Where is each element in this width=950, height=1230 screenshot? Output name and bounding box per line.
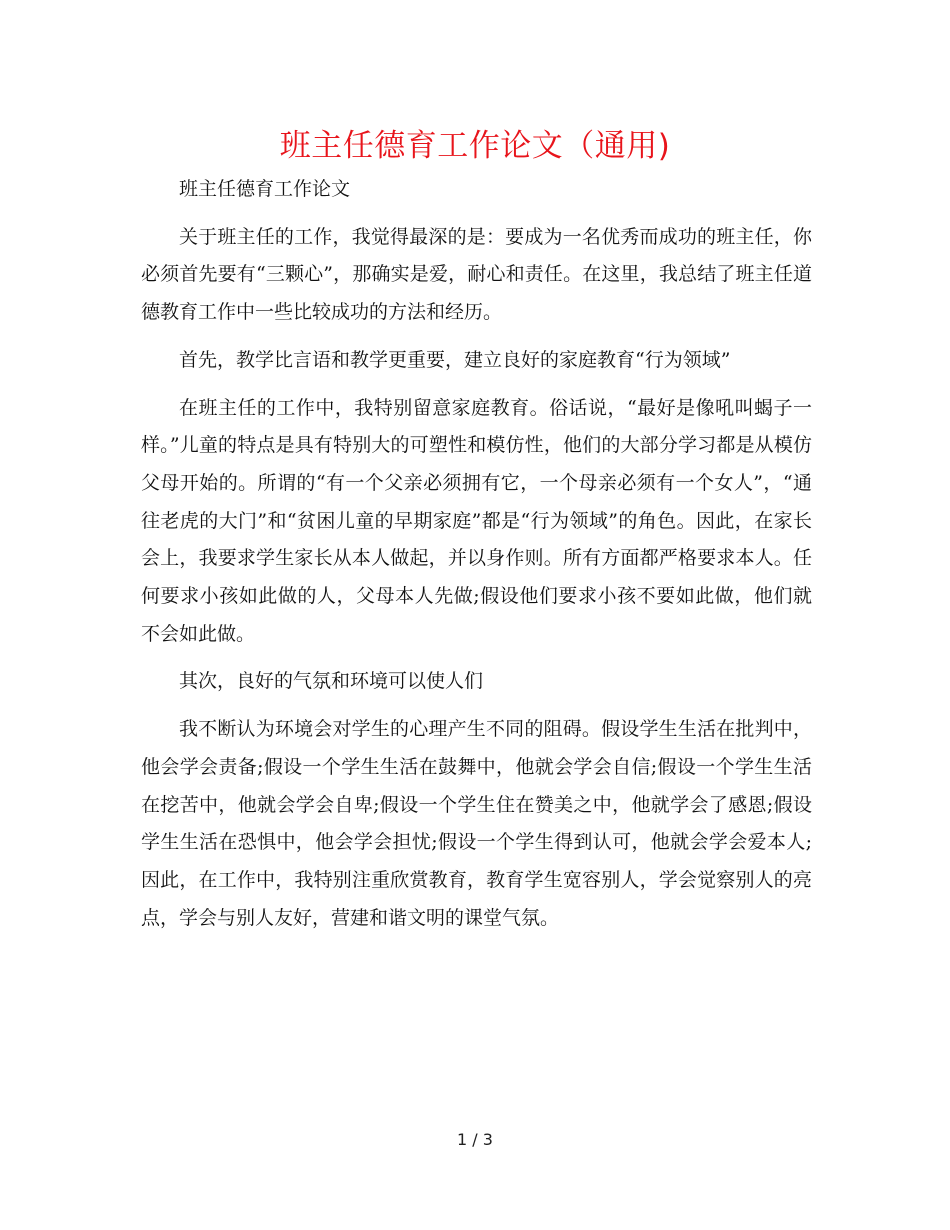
paragraph-intro: 关于班主任的工作，我觉得最深的是：要成为一名优秀而成功的班主任，你必须首先要有“三颗心”，那确实是爱，耐心和责任。在这里，我总结了班主任道德教育工作中一些比较成功的方法和经历。 <box>141 225 812 324</box>
paragraph-heading-second: 其次，良好的气氛和环境可以使人们 <box>179 670 484 693</box>
paragraph-environment: 我不断认为环境会对学生的心理产生不同的阻碍。假设学生生活在批判中，他会学会责备;假设一个学生生活在鼓舞中，他就会学会自信;假设一个学生生活在挖苦中，他就会学会自卑;假设一个学生住在赞美之中，他就学会了感恩;假设学生生活在恐惧中，他会学会担忧;假设一个学生得到认可，他就会学会爱本人;因此，在工作中，我特别注重欣赏教育，教育学生宽容别人，学会觉察别人的亮点，学会与别人友好，营建和谐文明的课堂气氛。 <box>141 718 812 929</box>
page-number: 1 / 3 <box>457 1130 493 1149</box>
paragraph-family-education: 在班主任的工作中，我特别留意家庭教育。俗话说，“最好是像吼叫蝎子一样。”儿童的特点是具有特别大的可塑性和模仿性，他们的大部分学习都是从模仿父母开始的。所谓的“有一个父亲必须拥有它，一个母亲必须有一个女人”，“通往老虎的大门”和“贫困儿童的早期家庭”都是“行为领域”的角色。因此，在家长会上，我要求学生家长从本人做起，并以身作则。所有方面都严格要求本人。任何要求小孩如此做的人，父母本人先做;假设他们要求小孩不要如此做，他们就不会如此做。 <box>141 396 812 645</box>
document-title: 班主任德育工作论文（通用) <box>279 128 671 164</box>
paragraph-heading-first: 首先，教学比言语和教学更重要，建立良好的家庭教育“行为领域” <box>179 348 731 371</box>
document-body <box>141 171 812 947</box>
paragraph-subtitle: 班主任德育工作论文 <box>179 178 351 200</box>
